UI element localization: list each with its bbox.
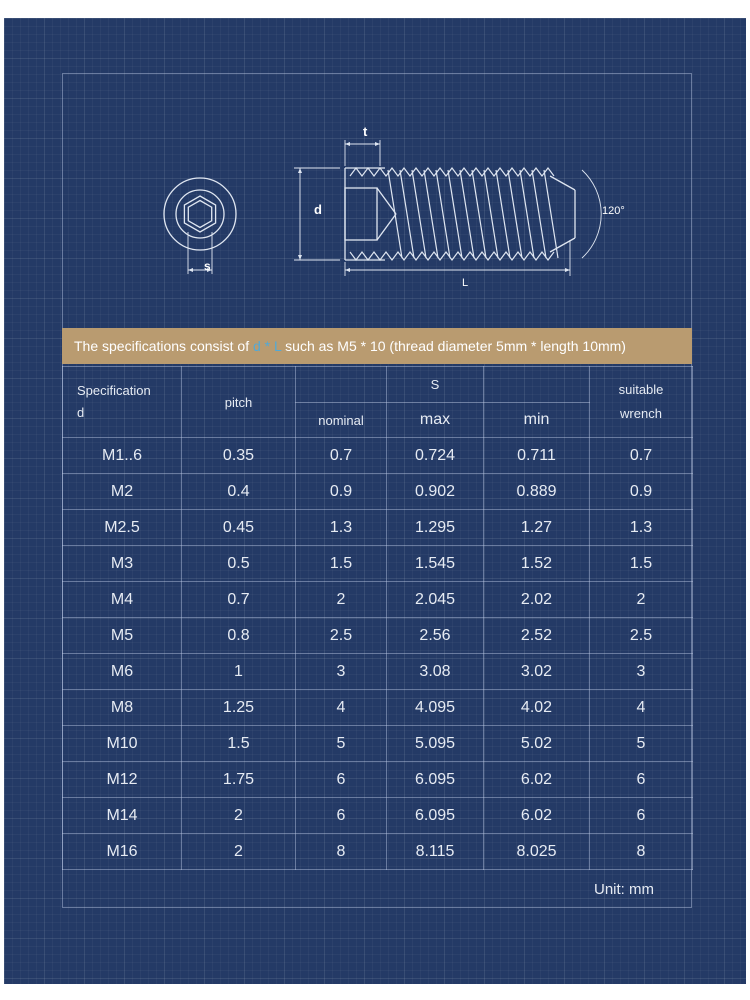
cell-min: 3.02 <box>484 654 590 690</box>
table-row <box>63 654 693 690</box>
cell-max: 0.724 <box>387 438 484 474</box>
cell-spec: M1..6 <box>63 438 182 474</box>
cell-max: 2.045 <box>387 582 484 618</box>
banner-highlight: d * L <box>252 338 282 354</box>
header-specification: Specification d <box>63 367 182 438</box>
cell-spec: M12 <box>63 762 182 798</box>
cell-pitch: 0.5 <box>182 546 296 582</box>
cell-nominal: 0.7 <box>296 438 387 474</box>
screw-end-view-icon <box>164 178 236 250</box>
cell-max: 8.115 <box>387 834 484 870</box>
cell-spec: M16 <box>63 834 182 870</box>
cell-wrench: 6 <box>590 762 693 798</box>
banner-text-after: such as M5 * 10 (thread diameter 5mm * length 10mm) <box>281 338 626 354</box>
label-t: t <box>363 124 368 139</box>
cell-min: 2.52 <box>484 618 590 654</box>
table-row <box>63 798 693 834</box>
cell-nominal: 8 <box>296 834 387 870</box>
header-max: max <box>387 403 484 438</box>
cell-pitch: 1.25 <box>182 690 296 726</box>
table-row <box>63 546 693 582</box>
unit-label: Unit: mm <box>594 881 654 898</box>
label-d: d <box>314 202 322 217</box>
table-row <box>63 690 693 726</box>
cell-pitch: 2 <box>182 798 296 834</box>
cell-spec: M6 <box>63 654 182 690</box>
cell-nominal: 6 <box>296 762 387 798</box>
cell-min: 1.52 <box>484 546 590 582</box>
cell-wrench: 3 <box>590 654 693 690</box>
cell-min: 6.02 <box>484 798 590 834</box>
cell-pitch: 1 <box>182 654 296 690</box>
cell-min: 4.02 <box>484 690 590 726</box>
specification-banner <box>62 328 692 364</box>
table-row <box>63 582 693 618</box>
cell-spec: M14 <box>63 798 182 834</box>
cell-pitch: 0.4 <box>182 474 296 510</box>
cell-nominal: 1.5 <box>296 546 387 582</box>
cell-min: 8.025 <box>484 834 590 870</box>
cell-wrench: 1.5 <box>590 546 693 582</box>
cell-spec: M4 <box>63 582 182 618</box>
cell-wrench: 1.3 <box>590 510 693 546</box>
cell-spec: M3 <box>63 546 182 582</box>
cell-spec: M2 <box>63 474 182 510</box>
label-L: L <box>462 277 469 289</box>
cell-max: 1.295 <box>387 510 484 546</box>
cell-wrench: 0.7 <box>590 438 693 474</box>
header-s: S <box>387 367 484 403</box>
cell-max: 0.902 <box>387 474 484 510</box>
cell-min: 0.889 <box>484 474 590 510</box>
label-s: s <box>204 259 211 273</box>
cell-pitch: 1.5 <box>182 726 296 762</box>
cell-nominal: 2.5 <box>296 618 387 654</box>
table-row <box>63 510 693 546</box>
cell-max: 5.095 <box>387 726 484 762</box>
cell-min: 1.27 <box>484 510 590 546</box>
cell-spec: M5 <box>63 618 182 654</box>
cell-max: 6.095 <box>387 762 484 798</box>
specification-table <box>62 366 693 870</box>
cell-min: 0.711 <box>484 438 590 474</box>
cell-wrench: 8 <box>590 834 693 870</box>
cell-min: 6.02 <box>484 762 590 798</box>
table-row <box>63 438 693 474</box>
cell-spec: M8 <box>63 690 182 726</box>
header-min: min <box>484 403 590 438</box>
cell-max: 4.095 <box>387 690 484 726</box>
header-blank <box>484 367 590 403</box>
cell-spec: M2.5 <box>63 510 182 546</box>
cell-wrench: 5 <box>590 726 693 762</box>
cell-nominal: 1.3 <box>296 510 387 546</box>
set-screw-diagram <box>150 110 630 300</box>
cell-max: 3.08 <box>387 654 484 690</box>
header-blank <box>296 367 387 403</box>
header-nominal: nominal <box>296 403 387 438</box>
cell-max: 6.095 <box>387 798 484 834</box>
label-angle: 120° <box>602 205 625 217</box>
cell-min: 2.02 <box>484 582 590 618</box>
table-row <box>63 474 693 510</box>
table-row <box>63 834 693 870</box>
header-pitch: pitch <box>182 367 296 438</box>
table-row <box>63 726 693 762</box>
cell-max: 2.56 <box>387 618 484 654</box>
cell-pitch: 2 <box>182 834 296 870</box>
cell-max: 1.545 <box>387 546 484 582</box>
cell-nominal: 5 <box>296 726 387 762</box>
cell-pitch: 0.45 <box>182 510 296 546</box>
cell-pitch: 0.7 <box>182 582 296 618</box>
cell-nominal: 4 <box>296 690 387 726</box>
cell-pitch: 1.75 <box>182 762 296 798</box>
cell-wrench: 2 <box>590 582 693 618</box>
cell-nominal: 6 <box>296 798 387 834</box>
table-row <box>63 618 693 654</box>
cell-wrench: 4 <box>590 690 693 726</box>
cell-min: 5.02 <box>484 726 590 762</box>
cell-nominal: 0.9 <box>296 474 387 510</box>
banner-text-before: The specifications consist of <box>74 338 253 354</box>
cell-spec: M10 <box>63 726 182 762</box>
cell-pitch: 0.8 <box>182 618 296 654</box>
cell-pitch: 0.35 <box>182 438 296 474</box>
header-wrench: suitable wrench <box>590 367 693 438</box>
cell-nominal: 3 <box>296 654 387 690</box>
cell-wrench: 0.9 <box>590 474 693 510</box>
cell-wrench: 2.5 <box>590 618 693 654</box>
table-row <box>63 762 693 798</box>
cell-wrench: 6 <box>590 798 693 834</box>
cell-nominal: 2 <box>296 582 387 618</box>
screw-side-view-icon <box>345 168 575 260</box>
